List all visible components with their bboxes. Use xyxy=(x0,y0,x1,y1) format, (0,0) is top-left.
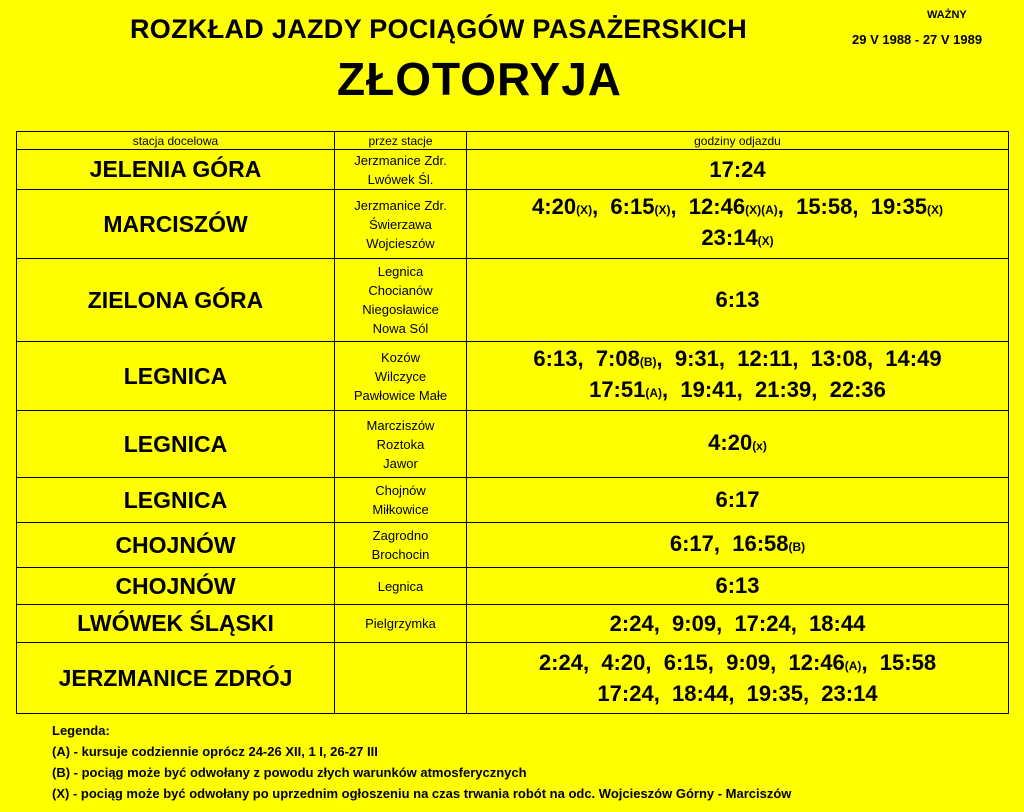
station-name: ZŁOTORYJA xyxy=(337,53,623,105)
departure-time: 17:24 xyxy=(597,680,654,706)
departure-time: 18:44 xyxy=(672,680,729,706)
via-station: Kozów xyxy=(380,349,421,365)
departure-time: 2:24 xyxy=(609,610,654,636)
departure-times-cell xyxy=(467,259,1009,342)
departure-note: (X) xyxy=(926,203,943,217)
via-station: Pielgrzymka xyxy=(365,616,436,631)
via-station: Chojnów xyxy=(375,483,426,498)
departure-time: 19:35 xyxy=(870,194,927,219)
via-station: Legnica xyxy=(377,578,424,594)
departure-table xyxy=(16,131,1009,714)
table-row xyxy=(17,605,1009,643)
departure-times-cell xyxy=(467,342,1009,411)
departure-time: 6:13 xyxy=(533,346,578,371)
departure-time: 13:08 xyxy=(810,346,867,371)
column-header-destination: stacja docelowa xyxy=(17,132,335,150)
departure-time: 12:46 xyxy=(688,194,746,219)
departure-times-cell xyxy=(467,190,1009,259)
departure-line xyxy=(467,286,1008,314)
departure-line: 17:24, 18:44, 19:35, 23:14 xyxy=(597,680,878,706)
departure-time: 22:36 xyxy=(829,377,886,402)
legend-title: Legenda: xyxy=(52,723,110,738)
via-cell xyxy=(335,342,467,411)
column-header-departures: godziny odjazdu xyxy=(467,132,1009,150)
table-header-row xyxy=(17,132,1009,150)
via-station: Legnica xyxy=(377,264,424,279)
departure-time: 17:24 xyxy=(734,610,791,636)
table-row xyxy=(17,523,1009,568)
via-station: Świerzawa xyxy=(369,216,432,232)
departure-time: 6:13 xyxy=(715,573,760,598)
via-cell xyxy=(335,150,467,190)
via-cell xyxy=(335,523,467,568)
departure-times-cell xyxy=(467,605,1009,643)
via-cell xyxy=(335,478,467,523)
destination-cell: LEGNICA xyxy=(17,342,335,411)
destination-cell: ZIELONA GÓRA xyxy=(17,259,335,342)
departure-line: 4:20(X), 6:15(X), 12:46(X)(A), 15:58, 19:35(X) xyxy=(532,194,943,219)
table-row xyxy=(17,259,1009,342)
departure-time: 15:58 xyxy=(796,194,853,219)
departure-time: 23:14 xyxy=(821,680,878,706)
legend-item-b: (B) - pociąg może być odwołany z powodu złych warunków atmosferycznych xyxy=(52,765,527,780)
destination-cell: LWÓWEK ŚLĄSKI xyxy=(17,605,335,643)
destination-cell: LEGNICA xyxy=(17,478,335,523)
departure-time: 17:51 xyxy=(589,377,646,402)
departure-time: 4:20 xyxy=(532,194,577,219)
table-row xyxy=(17,150,1009,190)
table-row xyxy=(17,478,1009,523)
departure-time: 9:09 xyxy=(672,610,717,636)
departure-time: 17:24 xyxy=(709,156,766,182)
via-station: Miłkowice xyxy=(372,502,429,517)
destination-cell: JELENIA GÓRA xyxy=(17,150,335,190)
via-cell xyxy=(335,568,467,605)
departure-time: 18:44 xyxy=(809,610,866,636)
via-station: Pawłowice Małe xyxy=(353,387,448,403)
table-row xyxy=(17,411,1009,478)
departure-note: (x) xyxy=(752,438,767,453)
column-header-via: przez stacje xyxy=(335,132,467,150)
departure-note: (B) xyxy=(639,355,657,369)
via-station: Jerzmanice Zdr. xyxy=(354,152,447,168)
via-cell xyxy=(335,411,467,478)
departure-note: (X) xyxy=(654,203,671,217)
departure-line: 6:17, 16:58(B) xyxy=(669,530,806,556)
departure-times-cell xyxy=(467,568,1009,605)
departure-time: 4:20 xyxy=(601,649,646,675)
departure-times-cell xyxy=(467,523,1009,568)
table-row xyxy=(17,643,1009,714)
departure-line: 2:24, 4:20, 6:15, 9:09, 12:46(A), 15:58 xyxy=(538,649,937,675)
departure-time: 2:24 xyxy=(538,649,583,675)
departure-note: (X)(A) xyxy=(745,203,778,217)
departure-line xyxy=(467,572,1008,600)
departure-note: (A) xyxy=(645,386,663,400)
departure-time: 12:11 xyxy=(737,346,793,371)
via-station: Niegosławice xyxy=(362,302,439,317)
destination-cell: LEGNICA xyxy=(17,411,335,478)
table-row xyxy=(17,342,1009,411)
departure-line xyxy=(467,486,1008,514)
departure-time: 9:31 xyxy=(674,346,719,371)
table-row xyxy=(17,190,1009,259)
departure-time: 6:15 xyxy=(610,194,655,219)
departure-time: 19:41 xyxy=(680,377,737,402)
timetable-title: ROZKŁAD JAZDY POCIĄGÓW PASAŻERSKICH xyxy=(130,14,748,44)
departure-line: 2:24, 9:09, 17:24, 18:44 xyxy=(609,610,866,636)
departure-time: 12:46 xyxy=(788,649,845,675)
departure-times-cell xyxy=(467,411,1009,478)
departure-time: 6:13 xyxy=(715,287,760,312)
via-station: Zagrodno xyxy=(372,528,429,543)
departure-time: 21:39 xyxy=(755,377,812,402)
destination-cell: JERZMANICE ZDRÓJ xyxy=(17,643,335,714)
departure-time: 9:09 xyxy=(726,649,771,675)
table-row xyxy=(17,568,1009,605)
departure-note: (X) xyxy=(576,203,593,217)
departure-line xyxy=(467,156,1008,184)
departure-time: 6:17 xyxy=(715,487,760,512)
validity-dates: 29 V 1988 - 27 V 1989 xyxy=(852,32,983,47)
departure-time: 4:20 xyxy=(708,429,753,455)
legend-item-x: (X) - pociąg może być odwołany po uprzednim ogłoszeniu na czas trwania robót na odc. Wojcieszów Górny - Marciszów xyxy=(52,786,792,801)
departure-time: 6:17 xyxy=(669,530,714,556)
departure-line: 6:13, 7:08(B), 9:31, 12:11, 13:08, 14:49 xyxy=(533,346,942,371)
via-station: Roztoka xyxy=(376,436,425,452)
legend-item-a: (A) - kursuje codziennie oprócz 24-26 XII, 1 I, 26-27 III xyxy=(52,744,378,759)
destination-cell: MARCISZÓW xyxy=(17,190,335,259)
legend xyxy=(52,720,791,804)
departure-time: 23:14 xyxy=(701,225,758,250)
destination-cell: CHOJNÓW xyxy=(17,523,335,568)
destination-cell: CHOJNÓW xyxy=(17,568,335,605)
via-cell xyxy=(335,605,467,643)
departure-time: 19:35 xyxy=(746,680,803,706)
departure-line: 17:51(A), 19:41, 21:39, 22:36 xyxy=(589,377,886,402)
via-cell xyxy=(335,643,467,714)
via-station: Marcziszów xyxy=(366,417,435,433)
departure-note: (X) xyxy=(757,234,774,248)
departure-line xyxy=(467,224,1008,255)
via-station: Jawor xyxy=(383,455,418,471)
departure-time: 15:58 xyxy=(879,649,937,675)
departure-time: 6:15 xyxy=(663,649,708,675)
validity-label: WAŻNY xyxy=(927,9,967,21)
via-station: Wilczyce xyxy=(374,368,427,384)
departure-note: (B) xyxy=(788,539,806,554)
departure-note: (A) xyxy=(844,658,862,673)
via-station: Brochocin xyxy=(371,547,430,562)
table-body xyxy=(17,150,1009,714)
via-station: Nowa Sól xyxy=(372,321,429,336)
via-station: Jerzmanice Zdr. xyxy=(354,197,447,213)
via-station: Wojcieszów xyxy=(366,235,435,251)
departure-times-cell xyxy=(467,643,1009,714)
departure-time: 14:49 xyxy=(885,346,942,371)
departure-line xyxy=(467,429,1008,460)
via-station: Lwówek Śl. xyxy=(367,171,434,187)
departure-times-cell xyxy=(467,150,1009,190)
departure-times-cell xyxy=(467,478,1009,523)
via-cell xyxy=(335,190,467,259)
via-station: Chocianów xyxy=(368,283,433,298)
departure-time: 16:58 xyxy=(732,530,789,556)
via-cell xyxy=(335,259,467,342)
departure-time: 7:08 xyxy=(595,346,640,371)
